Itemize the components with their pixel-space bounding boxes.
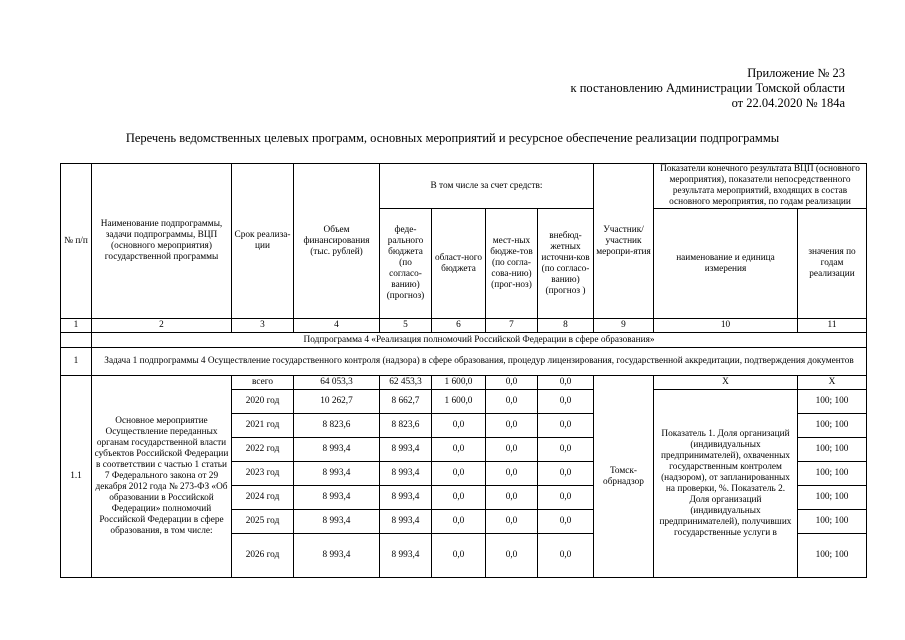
col-num: 2 [92, 319, 232, 333]
period-cell: 2026 год [232, 534, 294, 578]
federal-cell: 62 453,3 [380, 376, 432, 390]
header-indicator-values: значения по годам реализации [798, 209, 867, 319]
value-cell: 100; 100 [798, 462, 867, 486]
federal-cell: 8 662,7 [380, 390, 432, 414]
header-sources-group: В том числе за счет средств: [380, 164, 594, 209]
col-num: 1 [61, 319, 92, 333]
extra-cell: 0,0 [538, 534, 594, 578]
header-name: Наименование подпрограммы, задачи подпрограммы, ВЦП (основного мероприятия) государственной программы [92, 164, 232, 319]
header-volume: Объем финансирования (тыс. рублей) [294, 164, 380, 319]
header-num: № п/п [61, 164, 92, 319]
col-num: 3 [232, 319, 294, 333]
regional-cell: 1 600,0 [432, 390, 486, 414]
period-cell: 2021 год [232, 414, 294, 438]
local-cell: 0,0 [486, 486, 538, 510]
regional-cell: 0,0 [432, 510, 486, 534]
col-num: 4 [294, 319, 380, 333]
local-cell: 0,0 [486, 376, 538, 390]
col-num: 10 [654, 319, 798, 333]
local-cell: 0,0 [486, 534, 538, 578]
col-num: 6 [432, 319, 486, 333]
extra-cell: 0,0 [538, 486, 594, 510]
document-title: Перечень ведомственных целевых программ, основных мероприятий и ресурсное обеспечение реализации подпрограммы [125, 131, 780, 145]
federal-cell: 8 993,4 [380, 510, 432, 534]
extra-cell: 0,0 [538, 414, 594, 438]
period-cell: 2020 год [232, 390, 294, 414]
subprogram-title: Подпрограмма 4 «Реализация полномочий Российской Федерации в сфере образования» [92, 333, 867, 348]
header-participant: Участник/ участник меропри-ятия [594, 164, 654, 319]
regional-cell: 1 600,0 [432, 376, 486, 390]
period-cell: 2024 год [232, 486, 294, 510]
header-extra: внебюд-жетных источни-ков (по согласо-ванию) (прогноз ) [538, 209, 594, 319]
federal-cell: 8 823,6 [380, 414, 432, 438]
task-title: Задача 1 подпрограммы 4 Осуществление государственного контроля (надзора) в сфере образования, процедур лицензирования, государственной аккредитации, подтверждения документов [92, 348, 867, 376]
activity-participant: Томск-обрнадзор [594, 376, 654, 578]
header-indicator-name: наименование и единица измерения [654, 209, 798, 319]
extra-cell: 0,0 [538, 510, 594, 534]
col-num: 8 [538, 319, 594, 333]
col-num: 5 [380, 319, 432, 333]
local-cell: 0,0 [486, 438, 538, 462]
volume-cell: 8 993,4 [294, 486, 380, 510]
local-cell: 0,0 [486, 390, 538, 414]
task-num: 1 [61, 348, 92, 376]
federal-cell: 8 993,4 [380, 438, 432, 462]
period-cell: 2023 год [232, 462, 294, 486]
extra-cell: 0,0 [538, 390, 594, 414]
federal-cell: 8 993,4 [380, 486, 432, 510]
regional-cell: 0,0 [432, 414, 486, 438]
appendix-block [571, 66, 845, 111]
volume-cell: 8 823,6 [294, 414, 380, 438]
regional-cell: 0,0 [432, 438, 486, 462]
column-number-row [61, 319, 867, 333]
value-cell: X [798, 376, 867, 390]
header-term: Срок реализа-ции [232, 164, 294, 319]
extra-cell: 0,0 [538, 376, 594, 390]
extra-cell: 0,0 [538, 462, 594, 486]
activity-num: 1.1 [61, 376, 92, 578]
table-row [61, 376, 867, 390]
activity-name: Основное мероприятие Осуществление переданных органам государственной власти субъектов Российской Федерации в соответствии с частью 1 статьи 7 Федерального закона от 29 декабря 2012 года № 273-ФЗ «Об образовании в Российской Федерации» полномочий Российской Федерации в сфере образования, в том числе: [92, 376, 232, 578]
program-table [60, 163, 867, 578]
federal-cell: 8 993,4 [380, 534, 432, 578]
period-cell: 2025 год [232, 510, 294, 534]
indicator-total-cell: X [654, 376, 798, 390]
header-regional: област-ного бюджета [432, 209, 486, 319]
period-cell: всего [232, 376, 294, 390]
value-cell: 100; 100 [798, 390, 867, 414]
extra-cell: 0,0 [538, 438, 594, 462]
value-cell: 100; 100 [798, 534, 867, 578]
col-num: 7 [486, 319, 538, 333]
col-num: 11 [798, 319, 867, 333]
indicator-description: Показатель 1. Доля организаций (индивидуальных предпринимателей), охваченных государственным контролем (надзором), от запланированных на проверки, %. Показатель 2. Доля организаций (индивидуальных предпринимателей), получивших государственные услуги в [654, 390, 798, 578]
regional-cell: 0,0 [432, 462, 486, 486]
volume-cell: 10 262,7 [294, 390, 380, 414]
value-cell: 100; 100 [798, 438, 867, 462]
value-cell: 100; 100 [798, 414, 867, 438]
value-cell: 100; 100 [798, 486, 867, 510]
header-federal: феде-рального бюджета (по согласо-ванию) (прогноз) [380, 209, 432, 319]
col-num: 9 [594, 319, 654, 333]
local-cell: 0,0 [486, 462, 538, 486]
volume-cell: 8 993,4 [294, 438, 380, 462]
regional-cell: 0,0 [432, 534, 486, 578]
volume-cell: 8 993,4 [294, 462, 380, 486]
regional-cell: 0,0 [432, 486, 486, 510]
volume-cell: 8 993,4 [294, 510, 380, 534]
local-cell: 0,0 [486, 510, 538, 534]
appendix-line-1: Приложение № 23 [747, 66, 845, 80]
federal-cell: 8 993,4 [380, 462, 432, 486]
period-cell: 2022 год [232, 438, 294, 462]
volume-cell: 8 993,4 [294, 534, 380, 578]
volume-cell: 64 053,3 [294, 376, 380, 390]
header-indicators-group: Показатели конечного результата ВЦП (основного мероприятия), показатели непосредственного результата мероприятий, входящих в состав основного мероприятия, по годам реализации [654, 164, 867, 209]
header-local: мест-ных бюдже-тов (по согла-сова-нию) (прог-ноз) [486, 209, 538, 319]
appendix-line-3: от 22.04.2020 № 184а [731, 96, 845, 110]
local-cell: 0,0 [486, 414, 538, 438]
appendix-line-2: к постановлению Администрации Томской области [570, 81, 845, 95]
value-cell: 100; 100 [798, 510, 867, 534]
